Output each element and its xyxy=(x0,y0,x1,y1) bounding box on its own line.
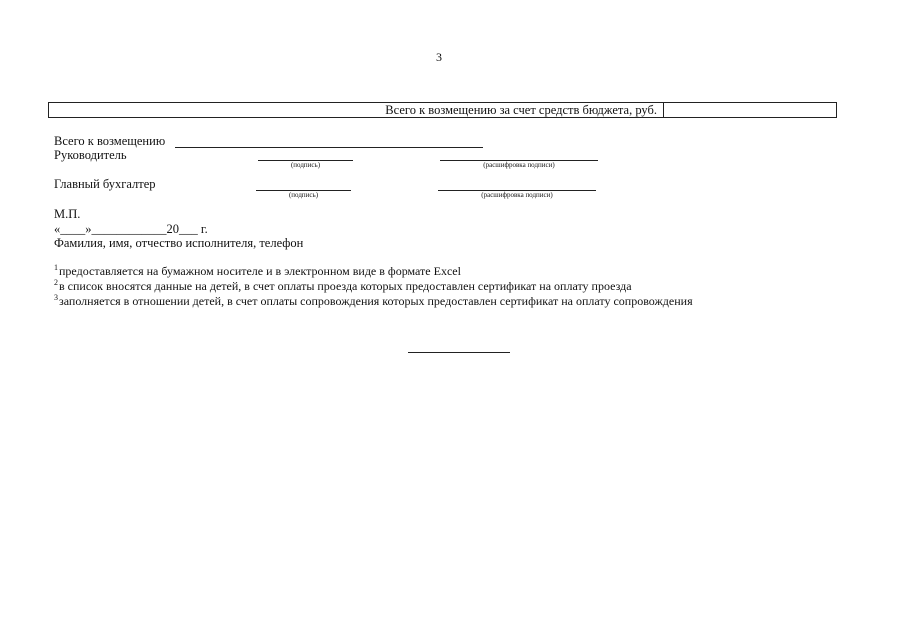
total-line-label: Всего к возмещению xyxy=(54,134,166,148)
footnote-text: в список вносятся данные на детей, в счет оплаты проезда которых предоставлен сертификат на оплату проезда xyxy=(59,279,632,293)
page-number: 3 xyxy=(436,50,442,64)
footnote-text: заполняется в отношении детей, в счет оплаты сопровождения которых предоставлен сертификат на оплату сопровождения xyxy=(59,294,693,308)
total-reimbursement-table xyxy=(48,102,837,118)
head-label: Руководитель xyxy=(54,148,127,162)
footnote-text: предоставляется на бумажном носителе и в электронном виде в формате Excel xyxy=(59,264,461,278)
head-transcript-caption: (расшифровка подписи) xyxy=(483,161,555,169)
head-signature-caption: (подпись) xyxy=(290,161,321,169)
accountant-transcript-caption: (расшифровка подписи) xyxy=(481,191,553,199)
footnote-1 xyxy=(54,263,461,279)
total-reimbursement-label: Всего к возмещению за счет средств бюджета, руб. xyxy=(49,103,664,117)
date-line: «____»____________20___ г. xyxy=(54,222,208,236)
accountant-signature-caption: (подпись) xyxy=(288,191,319,199)
end-separator-line xyxy=(408,352,510,353)
footnote-mark: 3 xyxy=(54,293,58,302)
total-line-underline xyxy=(175,147,483,148)
accountant-label: Главный бухгалтер xyxy=(54,177,156,191)
footnote-3 xyxy=(54,293,693,309)
footnote-mark: 2 xyxy=(54,278,58,287)
stamp-label: М.П. xyxy=(54,207,81,221)
footnote-2 xyxy=(54,278,632,294)
total-reimbursement-value xyxy=(664,103,836,117)
executor-label: Фамилия, имя, отчество исполнителя, телефон xyxy=(54,236,304,250)
footnote-mark: 1 xyxy=(54,263,58,272)
